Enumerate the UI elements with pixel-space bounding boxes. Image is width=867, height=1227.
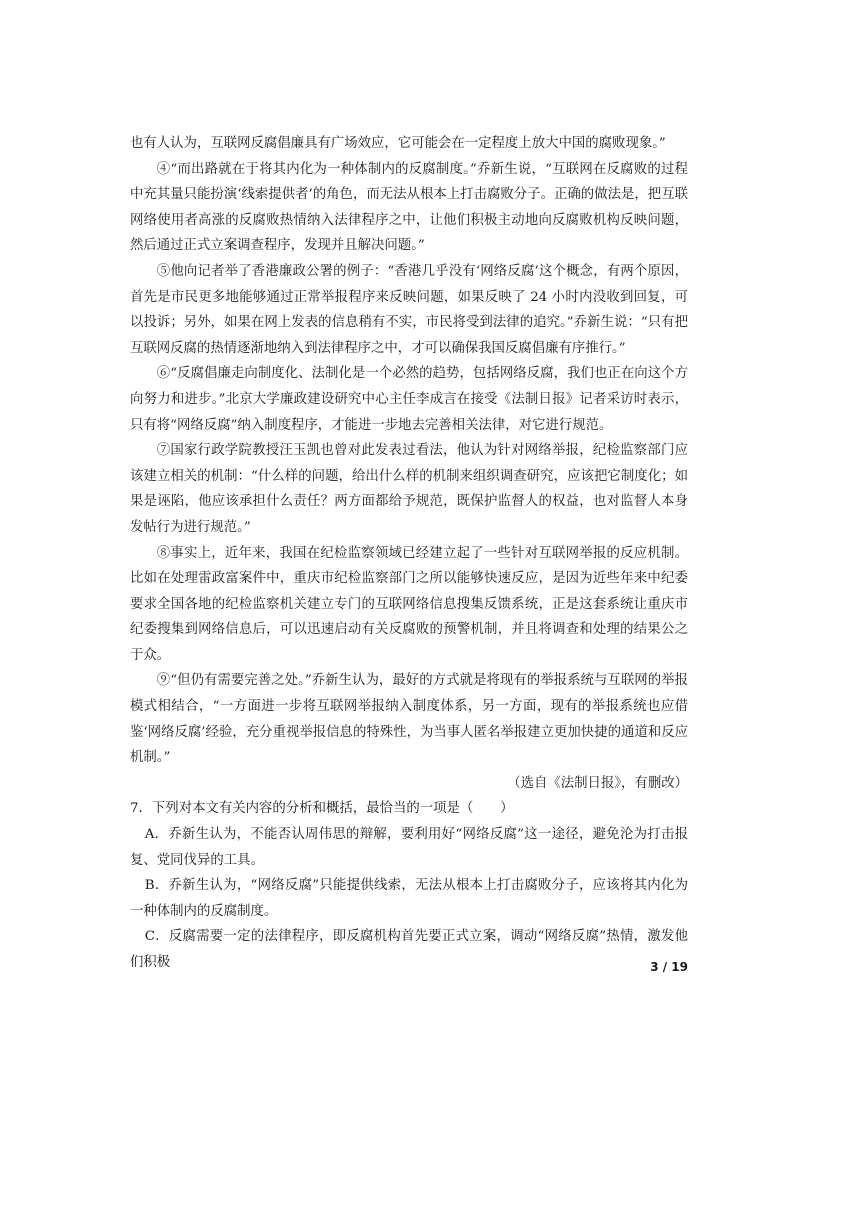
option-a: A．乔新生认为，不能否认周伟思的辩解，要利用好“网络反腐”这一途径，避免沦为打击报复、党同伐异的工具。 <box>130 827 688 868</box>
paragraph-8: ⑧事实上，近年来，我国在纪检监察领域已经建立起了一些针对互联网举报的反应机制。比如在处理雷政富案件中，重庆市纪检监察部门之所以能够快速反应，是因为近些年来中纪委要求全国各地的纪检监察机关建立专门的互联网络信息搜集反馈系统，正是这套系统让重庆市纪委搜集到网络信息后，可以迅速启动有关反腐败的预警机制，并且将调查和处理的结果公之于众。 <box>130 545 688 663</box>
paragraph-5: ⑤他向记者举了香港廉政公署的例子：“香港几乎没有‘网络反腐’这个概念，有两个原因，首先是市民更多地能够通过正常举报程序来反映问题，如果反映了 24 小时内没收到回复，可以投诉；另外，如果在网上发表的信息稍有不实，市民将受到法律的追究。”乔新生说：“只有把互联网反腐的热情逐渐地纳入到法律程序之中，才可以确保我国反腐倡廉有序推行。” <box>130 263 688 356</box>
paragraph-7: ⑦国家行政学院教授汪玉凯也曾对此发表过看法，他认为针对网络举报，纪检监察部门应该建立相关的机制：“什么样的问题，给出什么样的机制来组织调查研究，应该把它制度化；如果是诬陷，他应该承担什么责任？两方面都给予规范，既保护监督人的权益，也对监督人本身发帖行为进行规范。” <box>130 443 688 535</box>
paragraph-9: ⑨“但仍有需要完善之处。”乔新生认为，最好的方式就是将现有的举报系统与互联网的举报模式相结合，“一方面进一步将互联网举报纳入制度体系，另一方面，现有的举报系统也应借鉴‘网络反腐’经验，充分重视举报信息的特殊性，为当事人匿名举报建立更加快捷的通道和反应机制。” <box>130 673 688 766</box>
paragraph-4: ④“而出路就在于将其内化为一种体制内的反腐制度。”乔新生说，“互联网在反腐败的过程中充其量只能扮演‘线索提供者’的角色，而无法从根本上打击腐败分子。正确的做法是，把互联网络使用者高涨的反腐败热情纳入法律程序之中，让他们积极主动地向反腐败机构反映问题，然后通过正式立案调查程序，发现并且解决问题。” <box>130 161 688 254</box>
article-source: （选自《法制日报》，有删改） <box>507 775 688 791</box>
question-stem: 7．下列对本文有关内容的分析和概括，最恰当的一项是（ ） <box>130 801 514 817</box>
option-b: B．乔新生认为，“网络反腐”只能提供线索，无法从根本上打击腐败分子，应该将其内化为一种体制内的反腐制度。 <box>130 878 688 919</box>
page-number: 3 / 19 <box>650 960 688 974</box>
article-body <box>130 131 688 976</box>
paragraph-continuation: 也有人认为，互联网反腐倡廉具有广场效应，它可能会在一定程度上放大中国的腐败现象。” <box>130 136 666 151</box>
option-c: C．反腐需要一定的法律程序，即反腐机构首先要正式立案，调动“网络反腐”热情，激发他们积极 <box>130 929 688 970</box>
paragraph-6: ⑥“反腐倡廉走向制度化、法制化是一个必然的趋势，包括网络反腐，我们也正在向这个方向努力和进步。”北京大学廉政建设研究中心主任李成言在接受《法制日报》记者采访时表示，只有将“网络反腐”纳入制度程序，才能进一步地去完善相关法律，对它进行规范。 <box>130 366 688 433</box>
